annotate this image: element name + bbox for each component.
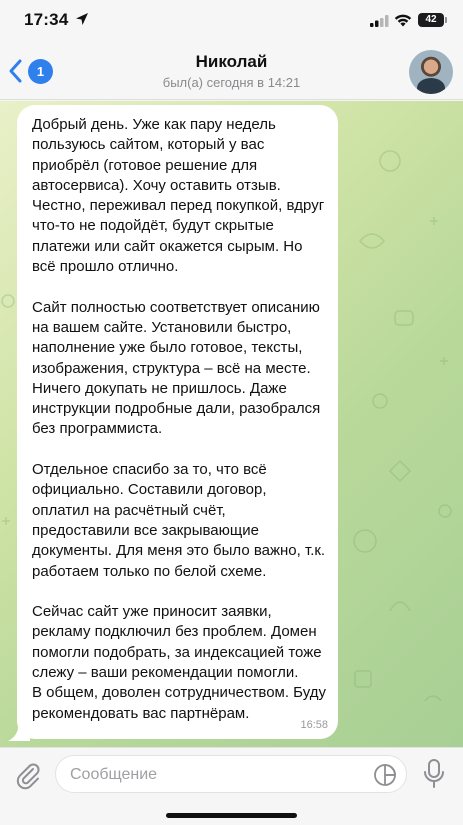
status-time: 17:34	[24, 10, 69, 29]
message-paragraph: Добрый день. Уже как пару недель пользуюсь сайтом, который у вас приобрёл (готовое решение для автосервиса). Хочу оставить отзыв. Честно, переживал перед покупкой, вдруг что-то не подойдёт, будут скрытые платежи или сайт окажется сырым. Но всё прошло отлично.	[32, 116, 325, 276]
status-bar	[0, 0, 463, 44]
sticker-icon[interactable]	[373, 763, 397, 787]
composer-bar	[0, 747, 463, 825]
contact-name[interactable]: Николай	[195, 52, 268, 71]
message-text	[32, 115, 326, 724]
message-time: 16:58	[300, 719, 328, 731]
message-input[interactable]	[70, 764, 360, 786]
battery-icon: 42	[418, 13, 444, 27]
signal-icon	[370, 15, 389, 27]
message-bubble[interactable]	[17, 105, 338, 739]
message-paragraph: Сайт полностью соответствует описанию на вашем сайте. Установили быстро, наполнение уже было готовое, тексты, изображения, структура – всё на месте. Ничего докупать не пришлось. Даже инструкции подробные дали, разобрался без программиста.	[32, 298, 321, 438]
message-paragraph: Отдельное спасибо за то, что всё официально. Составили договор, оплатил на расчётный счёт, предоставили все закрывающие документы. Для меня это было важно, т.к. работаем только по белой схеме.	[32, 461, 326, 580]
avatar[interactable]	[409, 50, 453, 94]
chat-header	[0, 44, 463, 100]
location-arrow-icon	[75, 12, 89, 26]
chat-area[interactable]	[0, 101, 463, 747]
unread-badge: 1	[28, 59, 53, 84]
home-indicator	[166, 813, 297, 818]
attach-icon[interactable]	[12, 760, 42, 790]
last-seen-status: был(а) сегодня в 14:21	[162, 75, 301, 90]
message-input-container[interactable]	[55, 755, 407, 793]
wifi-icon	[394, 13, 412, 27]
message-paragraph: Сейчас сайт уже приносит заявки, рекламу подключил без проблем. Домен помогли подобрать, за индексацией тоже слежу – ваши рекомендации помогли. В общем, доволен сотрудничеством. Буду рекомендовать вас партнёрам.	[32, 603, 326, 722]
mic-icon[interactable]	[421, 758, 447, 790]
